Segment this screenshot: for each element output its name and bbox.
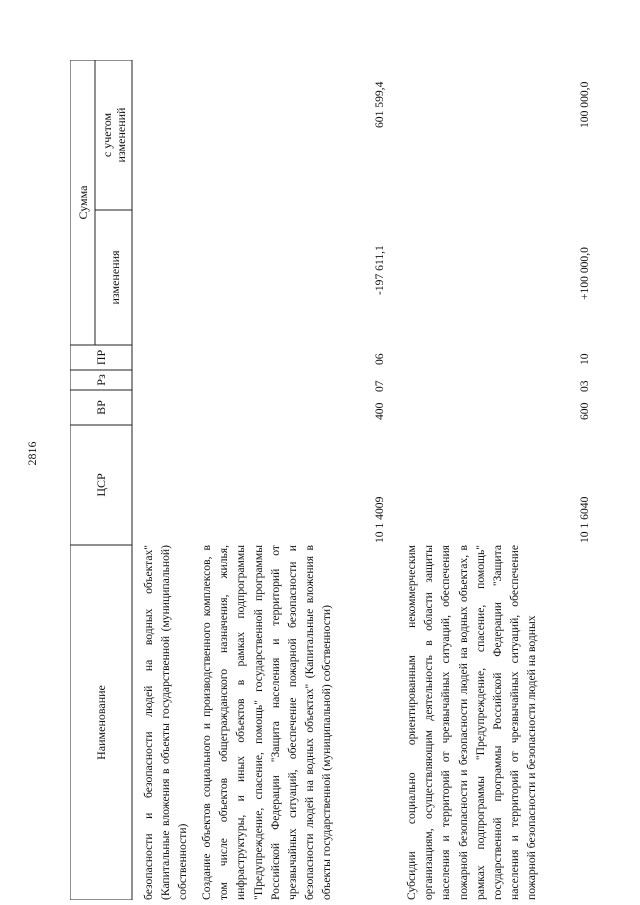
table-row-change: +100 000,0 (578, 247, 591, 300)
table-row-rz: 07 (373, 380, 386, 392)
header-changes: изменения (108, 250, 122, 305)
table-row-csr: 10 1 4009 (373, 496, 386, 543)
table-row-pr: 10 (578, 353, 591, 365)
header-name: Наименование (94, 685, 108, 760)
header-csr: ЦСР (94, 473, 108, 497)
table-row-vr: 600 (578, 402, 591, 420)
header-sum: Сумма (76, 185, 90, 220)
table-row-total: 100 000,0 (578, 81, 591, 128)
header-pr: ПР (94, 349, 108, 366)
table-row-name: Субсидии социально ориентированным некоммерческим организациям, осуществляющим деятельность в области защиты населения и территорий от чрезвычайных ситуаций, обеспечения пожарной безопасности и безопасности людей на водных объектах, в рамках подпрограммы "Предупреждение, спасение, помощь" государственной программы Российской Федерации "Защита населения и территорий от чрезвычайных ситуаций, обеспечение пожарной безопасности и безопасности людей на водных (405, 545, 539, 900)
table-row-rz: 03 (578, 380, 591, 392)
table-row-name: Создание объектов социального и производственного комплексов, в том числе объектов общегражданского назначения, жилья, инфраструктуры, и иных объектов в рамках подпрограммы "Предупреждение, спасение, помощь" государственной программы Российской Федерации "Защита населения и территорий от чрезвычайных ситуаций, обеспечение пожарной безопасности и безопасности людей на водных объектах" (Капитальные вложения в объекты государственной (муниципальной) собственности) (200, 545, 334, 900)
table-row-total: 601 599,4 (373, 81, 386, 128)
table-row-pr: 06 (373, 353, 386, 365)
header-vr: ВР (94, 400, 108, 415)
header-with-changes: с учетом изменений (100, 107, 128, 163)
page-number: 2816 (25, 441, 39, 466)
table-row-csr: 10 1 6040 (578, 496, 591, 543)
header-rz: Рз (94, 374, 108, 386)
budget-table (70, 60, 600, 900)
table-row-name: безопасности и безопасности людей на водных объектах" (Капитальные вложения в объекты государственной (муниципальной) собственности) (142, 545, 190, 900)
table-row-change: -197 611,1 (373, 245, 386, 295)
table-row-vr: 400 (373, 402, 386, 420)
